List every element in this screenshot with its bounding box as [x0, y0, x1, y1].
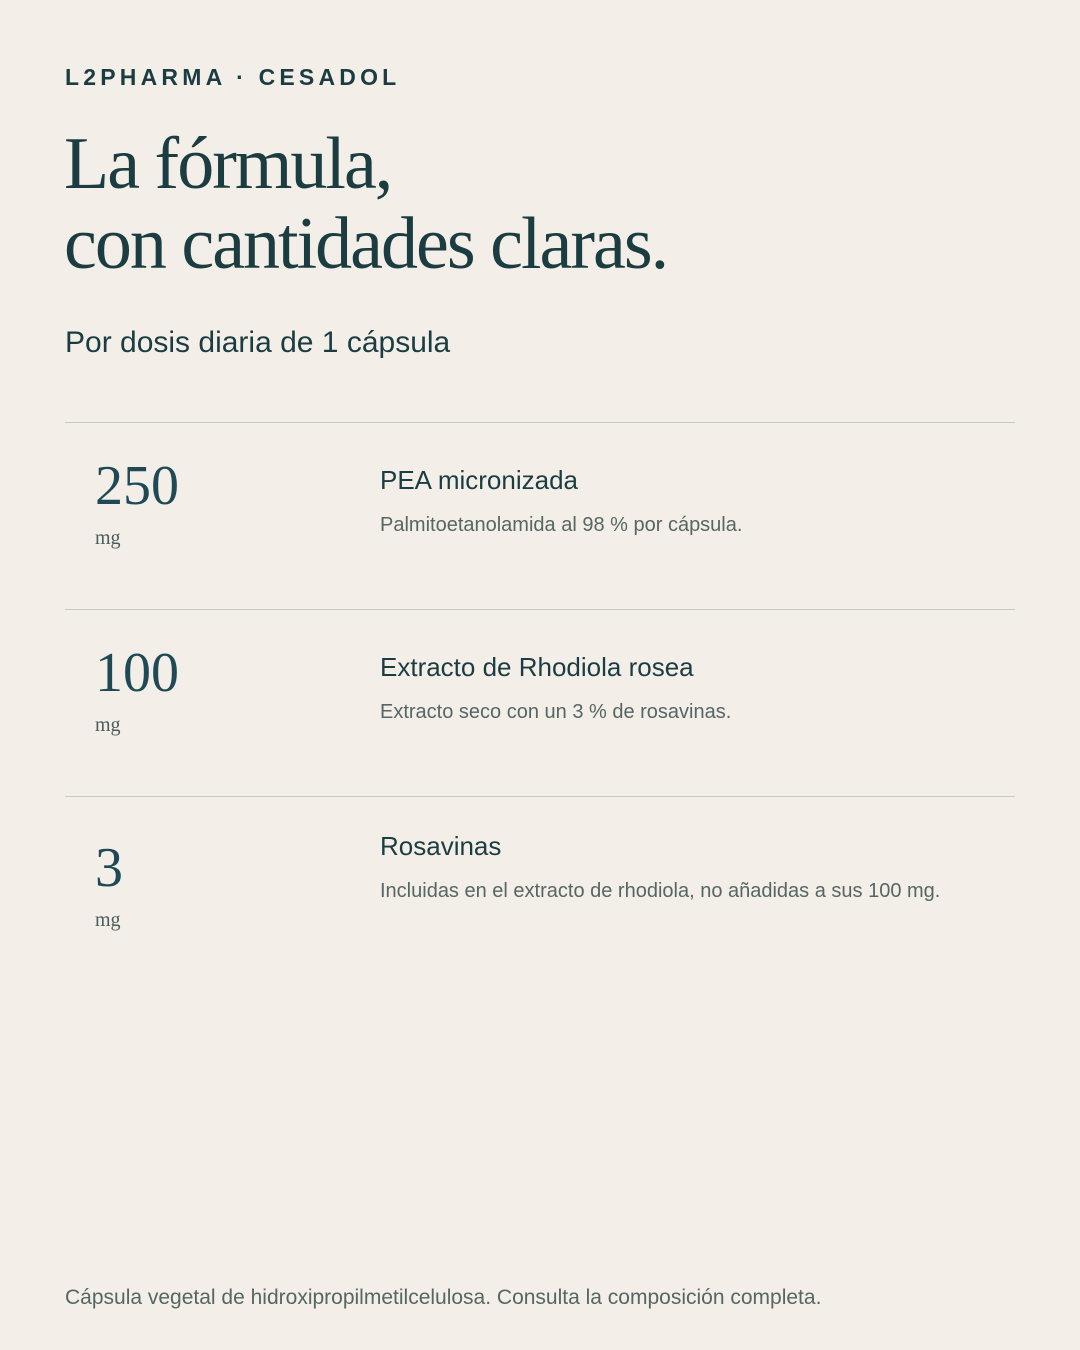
brand-label: L2PHARMA · CESADOL	[65, 64, 401, 90]
page-title-line-1: La fórmula,	[64, 123, 392, 205]
ingredient-description: Extracto seco con un 3 % de rosavinas.	[380, 701, 732, 723]
ingredient-unit: mg	[95, 714, 121, 736]
ingredient-description: Palmitoetanolamida al 98 % por cápsula.	[380, 514, 743, 536]
divider	[65, 422, 1015, 423]
ingredient-unit: mg	[95, 527, 121, 549]
ingredient-amount: 100	[95, 642, 179, 704]
ingredient-amount: 250	[95, 455, 179, 517]
divider	[65, 609, 1015, 610]
page-title	[64, 124, 667, 284]
ingredient-amount: 3	[95, 837, 123, 899]
footer-note: Cápsula vegetal de hidroxipropilmetilcelulosa. Consulta la composición completa.	[65, 1286, 822, 1309]
divider	[65, 796, 1015, 797]
page-title-line-2: con cantidades claras.	[64, 203, 668, 285]
ingredient-name: Extracto de Rhodiola rosea	[380, 652, 694, 682]
dosage-subtitle: Por dosis diaria de 1 cápsula	[65, 326, 451, 359]
ingredient-description: Incluidas en el extracto de rhodiola, no añadidas a sus 100 mg.	[380, 880, 941, 902]
ingredient-name: PEA micronizada	[380, 465, 578, 495]
ingredient-unit: mg	[95, 909, 121, 931]
ingredient-name: Rosavinas	[380, 831, 502, 861]
